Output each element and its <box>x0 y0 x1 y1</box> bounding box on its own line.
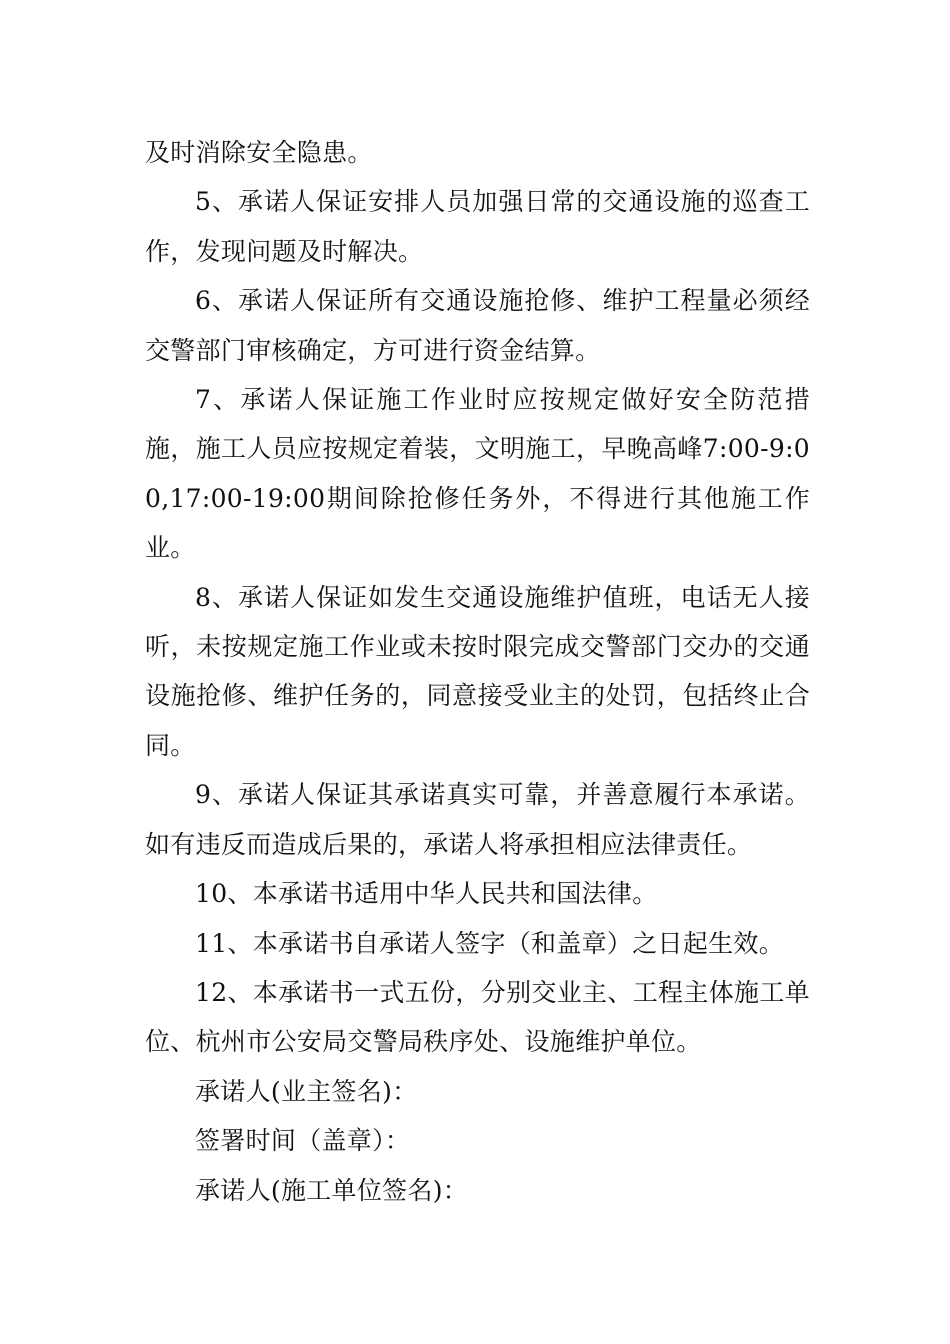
document-body <box>145 128 810 1215</box>
sign-date-line: 签署时间（盖章）： <box>195 1126 411 1156</box>
paragraph-item-12: 12、本承诺书一式五份，分别交业主、工程主体施工单位、杭州市公安局交警局秩序处、设施维护单位。 <box>145 977 810 1057</box>
paragraph-continuation: 及时消除安全隐患。 <box>145 138 373 167</box>
paragraph-item-7: 7、承诺人保证施工作业时应按规定做好安全防范措施，施工人员应按规定着装，文明施工，早晚高峰7:00-9:00,17:00-19:00期间除抢修任务外，不得进行其他施工作业。 <box>145 385 810 563</box>
paragraph-item-5: 5、承诺人保证安排人员加强日常的交通设施的巡查工作，发现问题及时解决。 <box>145 187 810 266</box>
paragraph-item-6: 6、承诺人保证所有交通设施抢修、维护工程量必须经交警部门审核确定，方可进行资金结算。 <box>145 286 810 365</box>
contractor-signature-line: 承诺人(施工单位签名)： <box>195 1175 469 1205</box>
paragraph-item-11: 11、本承诺书自承诺人签字（和盖章）之日起生效。 <box>195 928 785 958</box>
paragraph-item-8: 8、承诺人保证如发生交通设施维护值班，电话无人接听，未按规定施工作业或未按时限完成交警部门交办的交通设施抢修、维护任务的，同意接受业主的处罚，包括终止合同。 <box>145 582 810 760</box>
paragraph-item-10: 10、本承诺书适用中华人民共和国法律。 <box>195 879 658 909</box>
paragraph-item-9: 9、承诺人保证其承诺真实可靠，并善意履行本承诺。如有违反而造成后果的，承诺人将承担相应法律责任。 <box>145 780 810 859</box>
owner-signature-line: 承诺人(业主签名)： <box>195 1076 418 1106</box>
